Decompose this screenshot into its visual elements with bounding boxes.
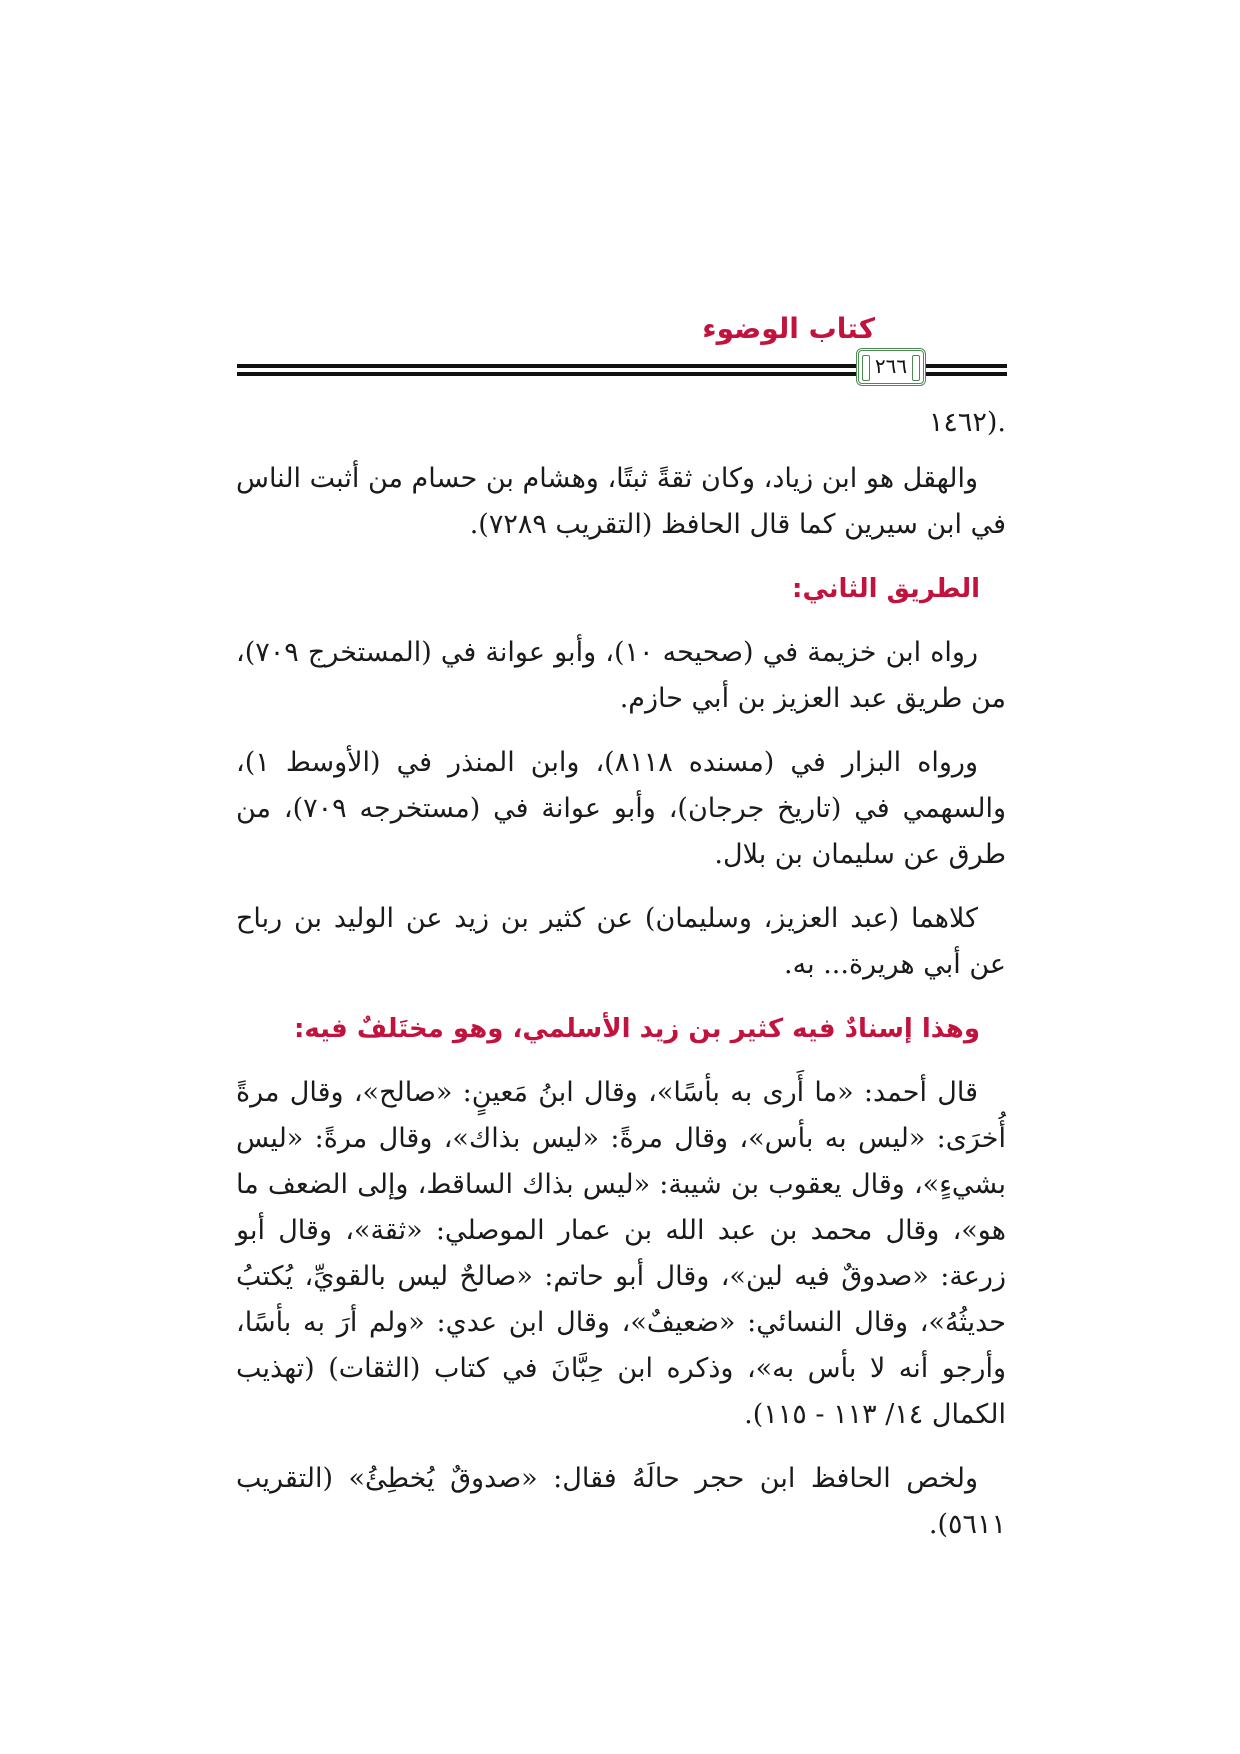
paragraph-1: والهقل هو ابن زياد، وكان ثقةً ثبتًا، وهشام بن حسام من أثبت الناس في ابن سيرين كما قال الحافظ (التقريب ٧٢٨٩). (236, 463, 1006, 540)
page-number-badge (856, 348, 926, 386)
paragraph-5: قال أحمد: «ما أَرى به بأسًا»، وقال ابنُ مَعينٍ: «صالح»، وقال مرةً أُخرَى: «ليس به بأس»، وقال مرةً: «ليس بذاك»، وقال مرةً: «ليس بشيءٍ»، وقال يعقوب بن شيبة: «ليس بذاك الساقط، وإلى الضعف ما هو»، وقال محمد بن عبد الله بن عمار الموصلي: «ثقة»، وقال أبو زرعة: «صدوقٌ فيه لين»، وقال أبو حاتم: «صالحٌ ليس بالقويِّ، يُكتبُ حديثُهُ»، وقال النسائي: «ضعيفٌ»، وقال ابن عدي: «ولم أرَ به بأسًا، وأرجو أنه لا بأس به»، وذكره ابن حِبَّانَ في كتاب (الثقات) (تهذيب الكمال ١٤/ ١١٣ - ١١٥). (236, 1077, 1006, 1430)
paragraph-3: ورواه البزار في (مسنده ٨١١٨)، وابن المنذر في (الأوسط ١)، والسهمي في (تاريخ جرجان)، وأبو عوانة في (مستخرجه ٧٠٩)، من طرق عن سليمان بن بلال. (236, 747, 1006, 870)
page-number: ٢٦٦ (874, 354, 908, 378)
page-body (236, 400, 1006, 1566)
continuation-line: .(١٤٦٢ (928, 407, 1006, 438)
paragraph-4: كلاهما (عبد العزيز، وسليمان) عن كثير بن زيد عن الوليد بن رباح عن أبي هريرة... به. (236, 903, 1006, 980)
section-heading-isnad: وهذا إسنادٌ فيه كثير بن زيد الأسلمي، وهو مختَلفٌ فيه: (293, 1014, 980, 1044)
paragraph-6: ولخص الحافظ ابن حجر حالَهُ فقال: «صدوقٌ يُخطِئُ» (التقريب ٥٦١١). (236, 1463, 1006, 1540)
paragraph-2: رواه ابن خزيمة في (صحيحه ١٠)، وأبو عوانة في (المستخرج ٧٠٩)، من طريق عبد العزيز بن أبي حازم. (236, 637, 1006, 714)
section-heading-second-path: الطريق الثاني: (792, 574, 980, 604)
book-title-text: كتاب الوضوء (702, 312, 875, 345)
